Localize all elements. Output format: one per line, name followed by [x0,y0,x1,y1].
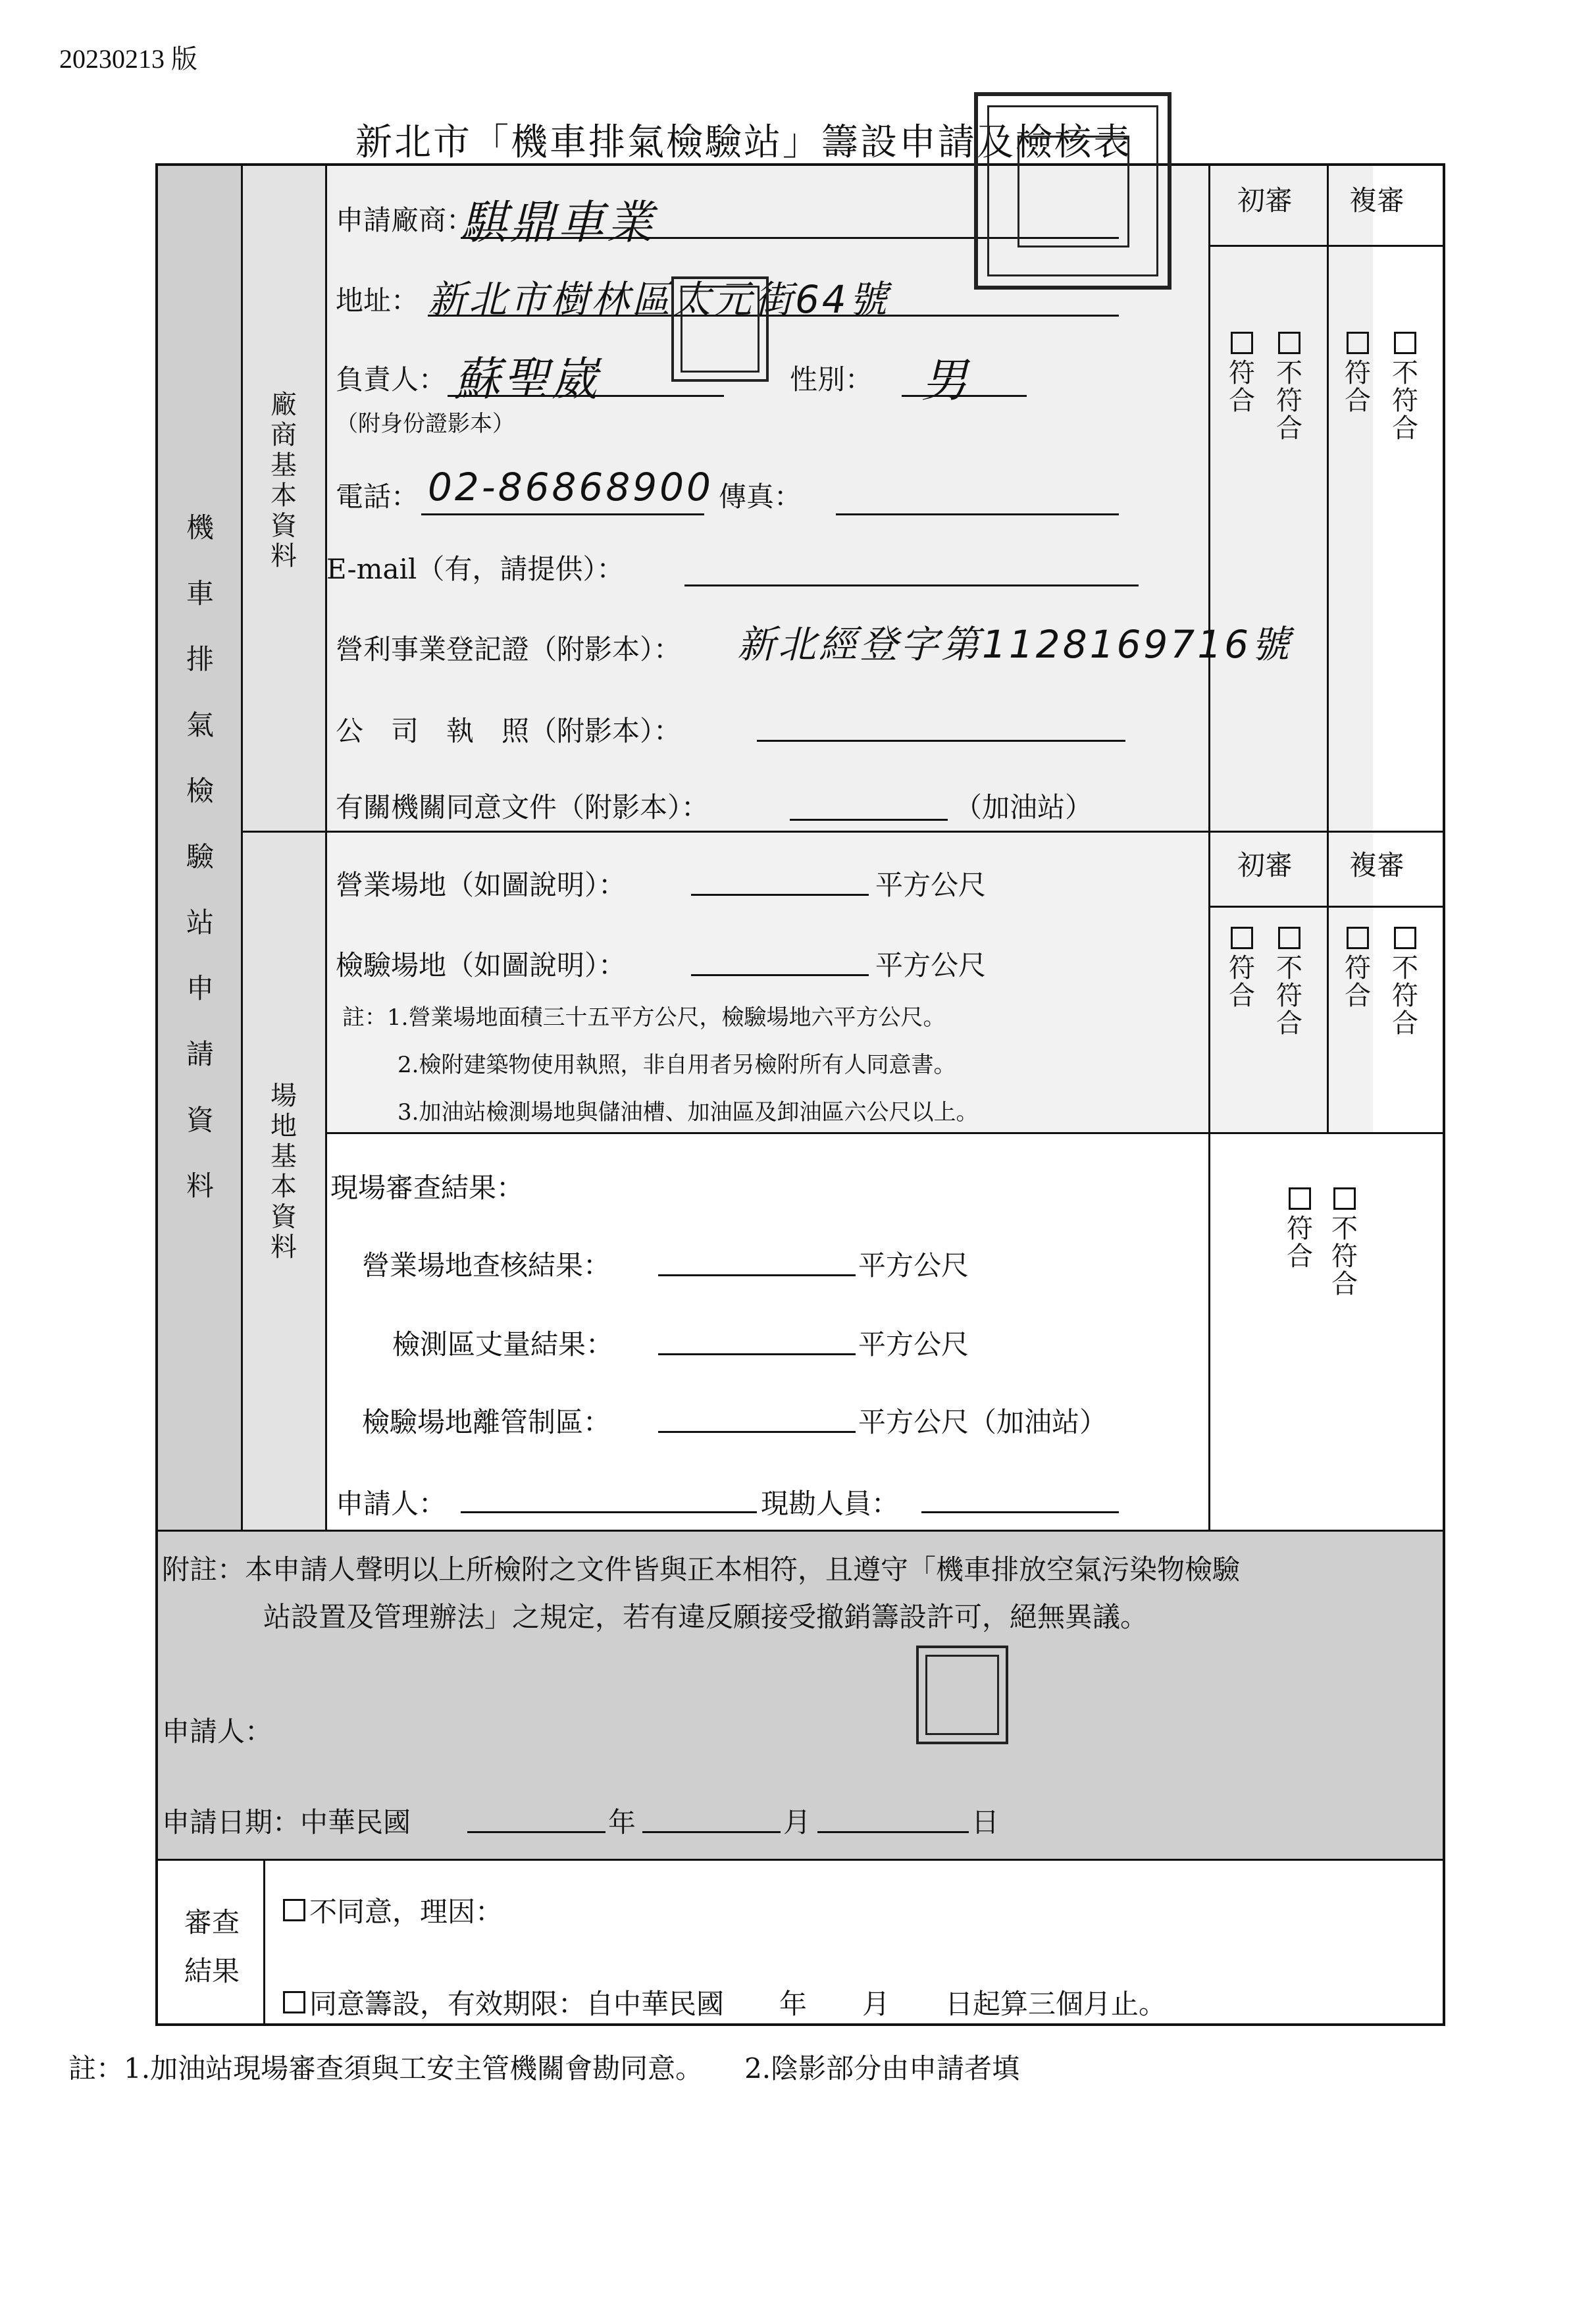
registration-label: 營利事業登記證（附影本）： [336,633,682,665]
checkbox-icon[interactable] [1231,332,1253,354]
consent-label: 有關機關同意文件（附影本）： [336,791,709,823]
section-site-text: 場地基本資料 [270,1081,297,1262]
checkbox-icon[interactable] [283,1991,305,2013]
company-seal-icon [974,92,1171,290]
onsite-measure-unit: 平方公尺 [858,1328,969,1361]
application-form [155,163,1445,2026]
version-label: 20230213 版 [59,44,197,74]
section-site-label [267,1081,300,1262]
date-day-label: 日 [971,1806,1000,1838]
review-label-2: 結果 [184,1955,240,1987]
company-value: 騏鼎車業 [461,195,656,249]
checkbox-icon[interactable] [1394,927,1416,949]
site-note-2: 2.檢附建築物使用執照，非自用者另檢附所有人同意書。 [398,1052,956,1078]
site-applicant-label: 申請人： [336,1488,447,1520]
date-day-line[interactable] [817,1831,969,1833]
gender-label: 性別： [790,363,873,396]
applicant-seal-icon [916,1646,1008,1744]
address-line[interactable] [428,315,1119,317]
checkbox-icon[interactable] [1289,1187,1311,1210]
email-label: E-mail（有，請提供）： [326,553,625,585]
checkbox-icon[interactable] [283,1899,305,1921]
application-date-label: 申請日期：中華民國 [162,1806,411,1838]
review-first-head-2: 初審 [1237,849,1293,881]
agree-option[interactable]: 同意籌設，有效期限：自中華民國 年 月 日起算三個月止。 [283,1983,1166,2022]
date-year-line[interactable] [467,1831,605,1833]
section-main-text: 機車排氣檢驗站申請資料 [186,511,215,1202]
second-fail-check[interactable]: 不符合 [1390,332,1420,442]
review-second-head-2: 複審 [1349,849,1405,881]
fax-line[interactable] [836,513,1119,515]
site-first-pass-check[interactable]: 符合 [1227,927,1257,1010]
review-second-head: 複審 [1349,184,1405,217]
site-applicant-line[interactable] [461,1511,757,1513]
checkbox-icon[interactable] [1347,927,1369,949]
first-fail-check[interactable]: 不符合 [1274,332,1304,442]
onsite-title: 現場審查結果： [330,1172,525,1204]
date-year-label: 年 [608,1806,636,1838]
business-area-label: 營業場地（如圖說明）： [336,869,627,901]
second-pass-check[interactable]: 符合 [1343,332,1373,415]
date-month-line[interactable] [642,1831,781,1833]
inspection-area-unit: 平方公尺 [875,949,987,981]
checkbox-icon[interactable] [1278,927,1300,949]
phone-label: 電話： [336,480,419,513]
owner-value: 蘇聖崴 [454,352,600,406]
site-first-fail-check[interactable]: 不符合 [1274,927,1304,1037]
site-note-3: 3.加油站檢測場地與儲油槽、加油區及卸油區六公尺以上。 [398,1099,979,1126]
date-month-label: 月 [783,1806,811,1838]
section-main-label [180,495,220,1219]
review-first-head: 初審 [1237,184,1293,217]
address-value: 新北市樹林區太元街64號 [428,277,890,322]
consent-line[interactable] [790,819,948,821]
site-second-fail-check[interactable]: 不符合 [1390,927,1420,1037]
fax-label: 傳真： [719,480,802,513]
license-label: 公 司 執 照（附影本）： [336,715,682,747]
inspector-line[interactable] [921,1511,1119,1513]
inspection-area-line[interactable] [691,974,869,976]
owner-note: （附身份證影本） [336,411,515,437]
declaration-line-1: 附註：本申請人聲明以上所檢附之文件皆與正本相符，且遵守「機車排放空氣污染物檢驗 [162,1553,1241,1586]
gender-value: 男 [921,353,970,407]
shade-sub-col [242,166,326,1530]
registration-value: 新北經登字第1128169716號 [737,622,1293,667]
checkbox-icon[interactable] [1231,927,1253,949]
onsite-fail-check[interactable]: 不符合 [1329,1187,1360,1298]
phone-value: 02-86868900 [428,465,713,509]
owner-label: 負責人： [336,363,447,396]
footnote: 註：1.加油站現場審查須與工安主管機關會勘同意。 2.陰影部分由申請者填 [68,2052,1020,2085]
section-vendor-text: 廠商基本資料 [270,390,297,571]
checkbox-icon[interactable] [1333,1187,1356,1210]
site-second-pass-check[interactable]: 符合 [1343,927,1373,1010]
onsite-measure-label: 檢測區丈量結果： [392,1328,614,1361]
disagree-option[interactable]: 不同意，理因： [283,1890,503,1930]
declaration-line-2: 站設置及管理辦法」之規定，若有違反願接受撤銷籌設許可，絕無異議。 [263,1601,1148,1633]
owner-line[interactable] [448,395,724,397]
company-label: 申請廠商： [336,204,475,236]
checkbox-icon[interactable] [1278,332,1300,354]
license-line[interactable] [757,740,1125,742]
onsite-business-line[interactable] [658,1274,856,1276]
person-seal-icon [671,276,769,382]
gender-line[interactable] [902,395,1027,397]
phone-line[interactable] [421,513,704,515]
first-pass-check[interactable]: 符合 [1227,332,1257,415]
consent-suffix: （加油站） [954,791,1093,823]
onsite-business-label: 營業場地查核結果： [362,1249,611,1282]
inspector-label: 現勘人員： [761,1488,900,1520]
onsite-distance-unit: 平方公尺（加油站） [858,1406,1108,1438]
page-title: 新北市「機車排氣檢驗站」籌設申請及檢核表 [355,121,1132,164]
business-area-unit: 平方公尺 [875,869,987,901]
checkbox-icon[interactable] [1347,332,1369,354]
address-label: 地址： [336,284,419,317]
declaration-applicant: 申請人： [162,1715,273,1748]
onsite-measure-line[interactable] [658,1353,856,1355]
onsite-distance-label: 檢驗場地離管制區： [362,1406,611,1438]
business-area-line[interactable] [691,894,869,896]
email-line[interactable] [684,584,1139,586]
review-label-1: 審查 [184,1906,240,1938]
onsite-business-unit: 平方公尺 [858,1249,969,1282]
onsite-pass-check[interactable]: 符合 [1285,1187,1315,1270]
section-vendor-label [267,390,300,571]
inspection-area-label: 檢驗場地（如圖說明）： [336,949,627,981]
onsite-distance-line[interactable] [658,1431,856,1433]
site-note-1: 註：1.營業場地面積三十五平方公尺，檢驗場地六平方公尺。 [342,1004,946,1031]
checkbox-icon[interactable] [1394,332,1416,354]
